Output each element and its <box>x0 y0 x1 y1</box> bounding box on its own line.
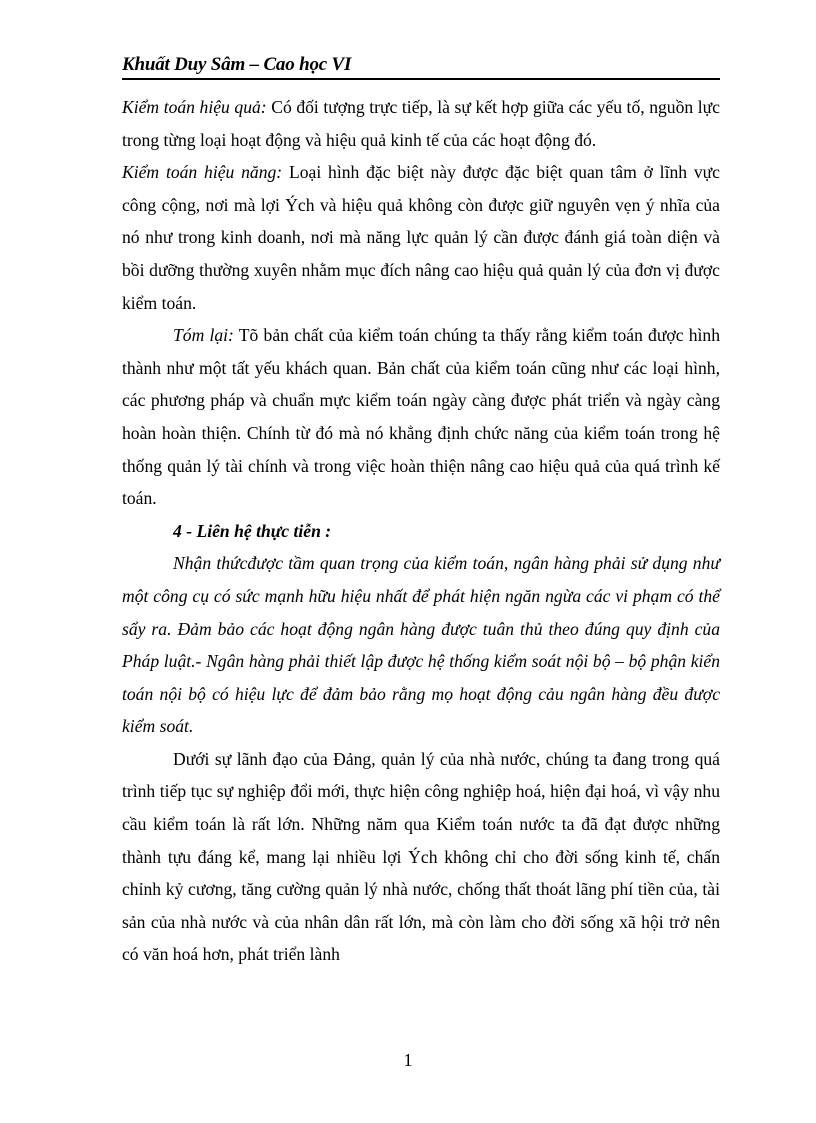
document-body <box>122 91 720 971</box>
paragraph-lead: Tóm lại: <box>173 325 234 346</box>
page-number: 1 <box>403 1050 413 1070</box>
paragraph-text: Có đối tượng trực tiếp, là sự kết hợp giữa các yếu tố, nguồn lực trong từng loại hoạt động và hiệu quả kinh tế của các hoạt động đó. <box>122 97 720 150</box>
paragraph-nhan-thuc: Nhận thứcđược tầm quan trọng của kiểm toán, ngân hàng phải sử dụng như một công cụ có sức mạnh hữu hiệu nhất để phát hiện ngăn ngừa các vi phạm có thể sẩy ra. Đảm bảo các hoạt động ngân hàng được tuân thủ theo đúng quy định của Pháp luật.- Ngân hàng phải thiết lập được hệ thống kiểm soát nội bộ – bộ phận kiển toán nội bộ có hiệu lực để đảm bảo rằng mọ hoạt động cảu ngân hàng đều được kiểm soát. <box>122 553 720 737</box>
paragraph-kiem-toan-hieu-qua <box>122 91 720 156</box>
paragraph-lead: Kiểm toán hiệu năng: <box>122 162 283 183</box>
page-header <box>122 52 720 80</box>
section-heading: 4 - Liên hệ thực tiễn : <box>173 520 332 541</box>
paragraph-kiem-toan-hieu-nang <box>122 156 720 319</box>
paragraph-duoi-su-lanh-dao: Dưới sự lãnh đạo của Đảng, quản lý của nhà nước, chúng ta đang trong quá trình tiếp tục sự nghiệp đổi mới, thực hiện công nghiệp hoá, hiện đại hoá, vì vậy nhu cầu kiểm toán là rất lớn. Những năm qua Kiểm toán nước ta đã đạt được những thành tựu đáng kể, mang lại nhiều lợi Ých không chỉ cho đời sống kinh tế, chấn chỉnh kỷ cương, tăng cường quản lý nhà nước, chống thất thoát lãng phí tiền của, tài sản của nhà nước và của nhân dân rất lớn, mà còn làm cho đời sống xã hội trở nên có văn hoá hơn, phát triển lành <box>122 748 720 965</box>
paragraph-lead: Kiểm toán hiệu quả: <box>122 97 267 117</box>
header-title: Khuất Duy Sâm – Cao học VI <box>122 54 352 75</box>
paragraph-tom-lai <box>122 319 720 515</box>
paragraph-text: Tõ bản chất của kiểm toán chúng ta thấy rằng kiểm toán được hình thành như một tất yếu khách quan. Bản chất của kiểm toán cũng như các loại hình, các phương pháp và chuẩn mực kiểm toán ngày càng được phát triển và ngày càng hoàn hoàn thiện. Chính từ đó mà nó khẳng định chức năng của kiểm toán trong hệ thống quản lý tài chính và trong việc hoàn thiện nâng cao hiệu quả của quá trình kế toán. <box>122 325 720 509</box>
paragraph-text: Loại hình đặc biệt này được đặc biệt quan tâm ở lĩnh vực công cộng, nơi mà lợi Ých và hiệu quả không còn được giữ nguyên vẹn ý nhĩa của nó như trong kinh doanh, nơi mà năng lực quản lý cần được đánh giá toàn diện và bồi dưỡng thường xuyên nhằm mục đích nâng cao hiệu quả quản lý của đơn vị được kiểm toán. <box>122 162 720 313</box>
